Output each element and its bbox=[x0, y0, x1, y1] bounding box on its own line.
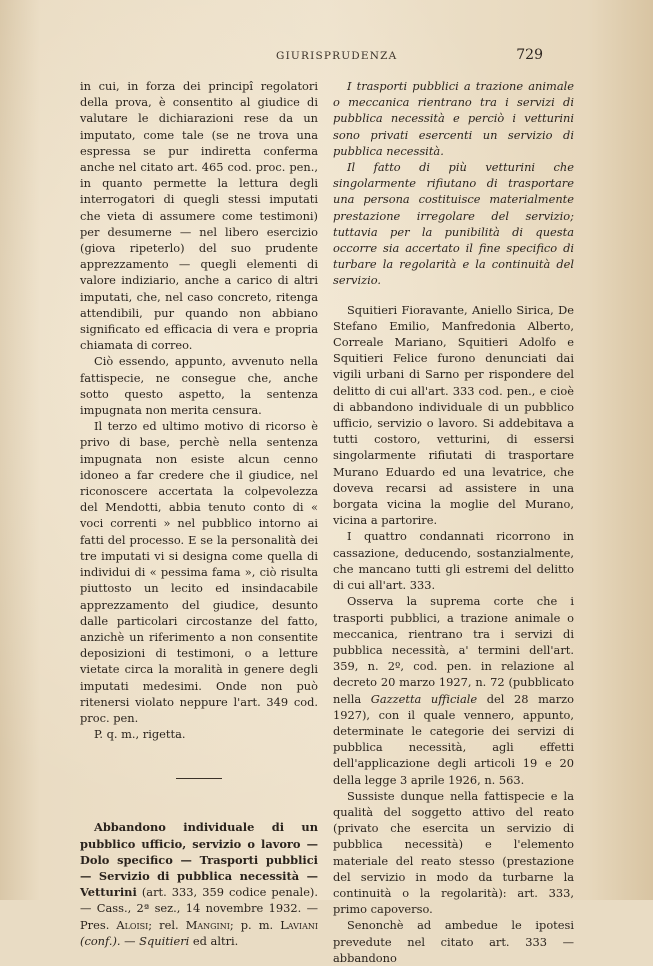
pm-prefix: ; p. m. bbox=[229, 917, 274, 932]
right-paragraph-3-b: del 28 marzo 1927), con il quale vennero, appunto, determinate le categorie dei servizi di pubblica necessità, agli effetti dell'applicazione degli articoli 19 e 20 della legge 3 aprile 1926, n. 563. bbox=[333, 691, 574, 787]
right-paragraph-4: Sussiste dunque nella fattispecie e la qualità del soggetto attivo del reato (privato che esercita un servizio di pubblica necessità) e l'elemento materiale del reato stesso (prestazione del servizio in modo da turbarne la continuità o la regolarità): art. 333, primo capoverso. bbox=[333, 788, 574, 917]
right-column bbox=[333, 78, 574, 966]
gazzetta-title: Gazzetta ufficiale bbox=[370, 691, 478, 706]
entry-title: Abbandono individuale di un pubblico ufficio, servizio o lavoro — Dolo specifico — Trasporti pubblici — Servizio di pubblica necessità — Vetturini bbox=[80, 820, 318, 900]
entry-citation: (art. 333, 359 codice penale). — Cass., 2ª sez., 14 novembre 1932. — Pres. bbox=[80, 885, 318, 932]
ruling-line: P. q. m., rigetta. bbox=[94, 727, 186, 742]
right-paragraph-2: I quattro condannati ricorrono in cassazione, deducendo, sostanzialmente, che mancano tutti gli estremi del delitto di cui all'art. 333. bbox=[333, 529, 574, 593]
rel-prefix: ; rel. bbox=[148, 917, 179, 932]
running-head: GIURISPRUDENZA bbox=[276, 50, 398, 62]
prosecutor-name: Laviani bbox=[280, 917, 319, 932]
right-paragraph-3-a: Osserva la suprema corte che i trasporti pubblici, a trazione animale o meccanica, rientrano tra i servizi di pubblica necessità, a' termini dell'art. 359, n. 2º, cod. pen. in relazione al decreto 20 marzo 1927, n. 72 (pubblicato nella bbox=[333, 594, 574, 706]
maxim-1 bbox=[333, 78, 574, 159]
right-paragraph-1: Squitieri Fioravante, Aniello Sirica, De Stefano Emilio, Manfredonia Alberto, Correale Mariano, Squitieri Adolfo e Squitieri Felice furono denunciati dai vigili urbani di Sarno per rispondere del delitto di cui all'art. 333 cod. pen., e cioè di abbandono individuale di un pubblico ufficio, servizio o lavoro. Si addebitava a tutti costoro, vetturini, di essersi singolarmente rifiutati di trasportare Murano Eduardo ed una levatrice, che doveva recarsi ad assistere in una borgata vicina la moglie del Murano, vicina a partorire. bbox=[333, 302, 574, 528]
case-suffix: ed altri. bbox=[189, 933, 239, 948]
section-divider bbox=[176, 778, 222, 779]
maxim-2-text: Il fatto di più vetturini che singolarmente rifiutano di trasportare una persona costituisce materialmente prestazione irregolare del servizio; tuttavia per la punibilità di questa occorre sia accertato il fine specifico di turbare la regolarità e la continuità del servizio. bbox=[333, 160, 574, 288]
conf-note: (conf.). bbox=[80, 933, 121, 948]
spacer bbox=[333, 289, 574, 302]
left-paragraph-2: Ciò essendo, appunto, avvenuto nella fattispecie, ne consegue che, anche sotto questo aspetto, la sentenza impugnata non merita censura. bbox=[80, 354, 318, 418]
president-name: Aloisi bbox=[116, 917, 149, 932]
page-header bbox=[0, 46, 653, 66]
case-name: Squitieri bbox=[139, 933, 190, 948]
left-paragraph-3: Il terzo ed ultimo motivo di ricorso è privo di base, perchè nella sentenza impugnata non esiste alcun cenno idoneo a far credere che il giudice, nel riconoscere accertata la colpevolezza del Mendotti, abbia tenuto conto di « voci correnti » nel pubblico intorno ai fatti del processo. E se la personalità dei tre imputati vi si designa come quella di individui di « pessima fama », ciò risulta piuttosto un lecito ed insindacabile apprezzamento del giudice, desunto dalle particolari circostanze del fatto, anzichè un riferimento a non consentite deposizioni di testimoni, o a letture vietate circa la moralità in genere degli imputati medesimi. Onde non può ritenersi violato neppure l'art. 349 cod. proc. pen. bbox=[80, 419, 318, 725]
right-paragraph-3 bbox=[333, 593, 574, 787]
case-entry-heading bbox=[80, 819, 318, 949]
maxim-2 bbox=[333, 159, 574, 289]
rapporteur-name: Mangini bbox=[185, 917, 230, 932]
dash: — bbox=[120, 933, 140, 948]
left-column bbox=[80, 78, 318, 949]
page-number: 729 bbox=[516, 47, 543, 63]
maxim-1-text: I trasporti pubblici a trazione animale o meccanica rientrano tra i servizi di pubblica necessità e perciò i vetturini sono privati esercenti un servizio di pubblica necessità. bbox=[333, 79, 574, 158]
right-paragraph-5: Senonchè ad ambedue le ipotesi prevedute nel citato art. 333 — abbandono bbox=[333, 918, 574, 965]
left-paragraph-1: in cui, in forza dei principî regolatori della prova, è consentito al giudice di valutare le dichiarazioni rese da un imputato, come tale (se ne trova una espressa se pur indiretta conferma anche nel citato art. 465 cod. proc. pen., in quanto permette la lettura degli interrogatori di quegli stessi imputati che vieta di assumere come testimoni) per desumerne — nel libero esercizio (giova ripeterlo) del suo prudente apprezzamento — quegli elementi di valore indiziario, anche a carico di altri imputati, che, nel caso concreto, ritenga attendibili, pur quando non abbiano significato ed efficacia di vera e propria chiamata di correo. bbox=[80, 79, 318, 353]
